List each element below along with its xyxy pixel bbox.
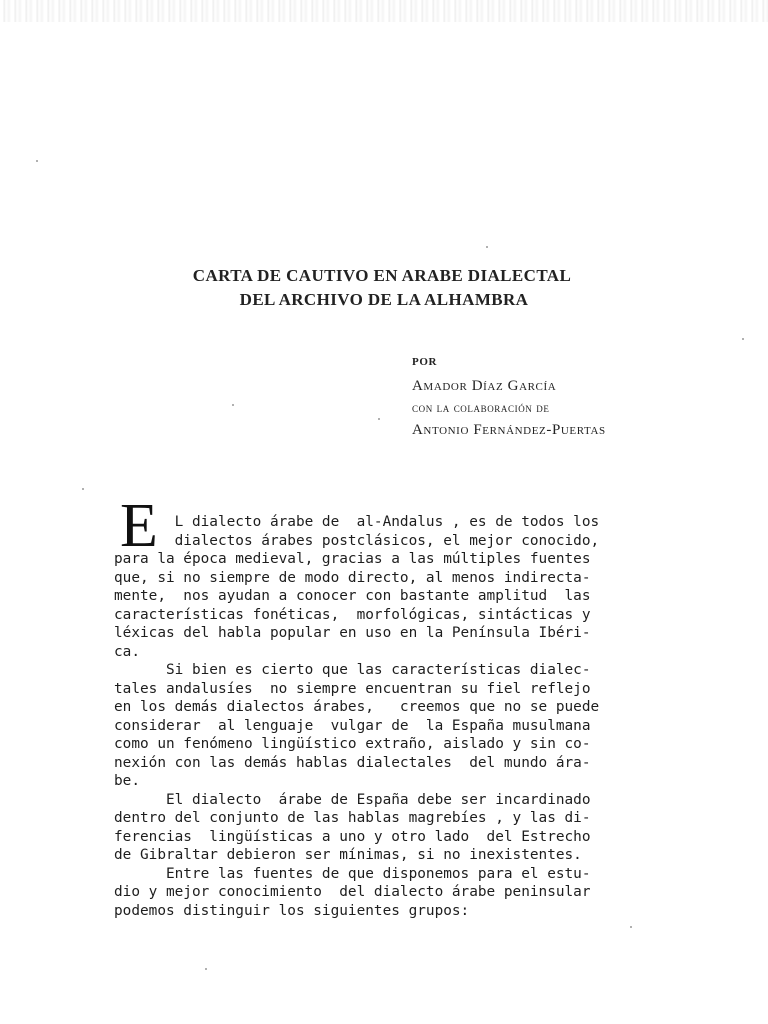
scan-speck	[36, 160, 38, 162]
body-line: como un fenómeno lingüístico extraño, aislado y sin co-	[114, 736, 591, 752]
body-line: nexión con las demás hablas dialectales del mundo ára-	[114, 754, 591, 771]
body-line: para la época medieval, gracias a las múltiples fuentes	[114, 551, 591, 567]
scan-edge-noise	[0, 0, 768, 22]
body-line: Entre las fuentes de que disponemos para el estu-	[114, 865, 591, 882]
article-title-line-1: CARTA DE CAUTIVO EN ARABE DIALECTAL	[192, 266, 572, 285]
body-line: que, si no siempre de modo directo, al menos indirecta-	[114, 569, 591, 586]
byline-por: POR	[412, 356, 438, 368]
body-line: Si bien es cierto que las características dialec-	[114, 662, 591, 678]
scan-speck	[82, 488, 84, 490]
scan-speck	[232, 404, 234, 406]
author-name: Amador Díaz García	[412, 378, 557, 394]
scan-speck	[205, 968, 207, 970]
body-line: mente, nos ayudan a conocer con bastante amplitud las	[114, 588, 591, 604]
scan-speck	[486, 246, 488, 248]
body-line: características fonéticas, morfológicas, sintácticas y	[114, 606, 591, 623]
article-body	[114, 513, 654, 920]
body-line: El dialecto árabe de España debe ser incardinado	[114, 791, 591, 808]
body-line: léxicas del habla popular en uso en la Península Ibéri-	[114, 625, 591, 641]
article-title-line-2: DEL ARCHIVO DE LA ALHAMBRA	[239, 290, 529, 309]
byline	[412, 355, 606, 441]
body-line: ca.	[114, 643, 140, 660]
body-line: tales andalusíes no siempre encuentran su fiel reflejo	[114, 680, 591, 697]
body-line: L dialecto árabe de al-Andalus , es de todos los	[114, 514, 600, 530]
body-line: de Gibraltar debieron ser mínimas, si no inexistentes.	[114, 847, 582, 863]
collaboration-note: con la colaboración de	[412, 400, 550, 415]
scan-speck	[630, 926, 632, 928]
drop-cap: E	[120, 492, 158, 560]
body-line: podemos distinguir los siguientes grupos:	[114, 902, 470, 919]
body-line: dialectos árabes postclásicos, el mejor conocido,	[114, 532, 600, 549]
body-line: en los demás dialectos árabes, creemos que no se puede	[114, 699, 600, 715]
body-line: ferencias lingüísticas a uno y otro lado del Estrecho	[114, 828, 591, 845]
coauthor-name: Antonio Fernández-Puertas	[412, 422, 606, 438]
scan-speck	[742, 338, 744, 340]
body-line: dentro del conjunto de las hablas magrebíes , y las di-	[114, 810, 591, 826]
body-line: dio y mejor conocimiento del dialecto árabe peninsular	[114, 884, 591, 900]
body-line: considerar al lenguaje vulgar de la España musulmana	[114, 717, 591, 734]
scan-speck	[378, 418, 380, 420]
body-line: be.	[114, 773, 140, 789]
